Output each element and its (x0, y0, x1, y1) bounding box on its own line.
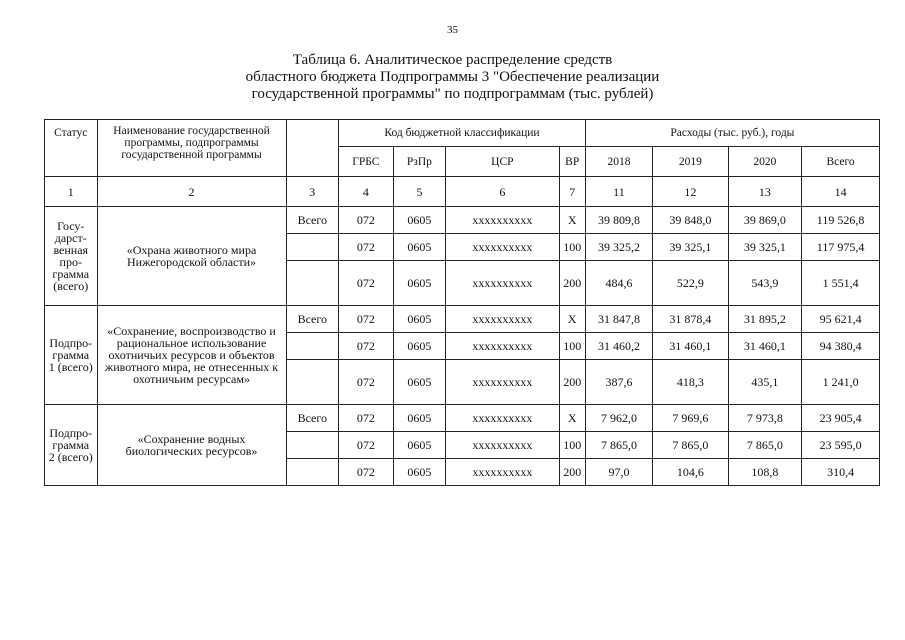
table-row (45, 306, 880, 333)
amount-2019-cell: 39 848,0 (653, 207, 729, 234)
amount-2018-cell: 39 809,8 (585, 207, 652, 234)
type-cell (286, 360, 339, 405)
rzpr-cell: 0605 (393, 432, 446, 459)
rzpr-cell: 0605 (393, 207, 446, 234)
amount-total-cell: 117 975,4 (802, 234, 880, 261)
table-caption (0, 52, 905, 103)
rzpr-cell: 0605 (393, 261, 446, 306)
header-rzpr: РзПр (393, 147, 446, 177)
amount-2020-cell: 39 869,0 (728, 207, 802, 234)
grbs-cell: 072 (339, 234, 394, 261)
index-cell: 4 (339, 177, 394, 207)
rzpr-cell: 0605 (393, 333, 446, 360)
index-cell: 13 (728, 177, 802, 207)
header-status: Статус (45, 120, 98, 177)
table-row (45, 207, 880, 234)
type-cell (286, 333, 339, 360)
amount-2020-cell: 543,9 (728, 261, 802, 306)
amount-total-cell: 95 621,4 (802, 306, 880, 333)
grbs-cell: 072 (339, 333, 394, 360)
header-type-blank (286, 120, 339, 177)
amount-total-cell: 310,4 (802, 459, 880, 486)
amount-total-cell: 119 526,8 (802, 207, 880, 234)
index-cell: 12 (653, 177, 729, 207)
grbs-cell: 072 (339, 207, 394, 234)
amount-total-cell: 23 595,0 (802, 432, 880, 459)
index-cell: 2 (97, 177, 286, 207)
amount-total-cell: 1 551,4 (802, 261, 880, 306)
amount-2018-cell: 7 962,0 (585, 405, 652, 432)
vr-cell: 200 (559, 360, 585, 405)
grbs-cell: 072 (339, 360, 394, 405)
amount-2019-cell: 39 325,1 (653, 234, 729, 261)
vr-cell: 100 (559, 234, 585, 261)
rzpr-cell: 0605 (393, 306, 446, 333)
csr-cell: xxxxxxxxxx (446, 459, 559, 486)
amount-2019-cell: 418,3 (653, 360, 729, 405)
index-cell: 5 (393, 177, 446, 207)
amount-2020-cell: 435,1 (728, 360, 802, 405)
header-vr: ВР (559, 147, 585, 177)
table-row (45, 405, 880, 432)
status-cell: Госу-дарст-венная про-грамма (всего) (45, 207, 98, 306)
status-cell: Подпро-грамма 2 (всего) (45, 405, 98, 486)
header-2019: 2019 (653, 147, 729, 177)
program-name-cell: «Охрана животного мира Нижегородской области» (97, 207, 286, 306)
type-cell (286, 459, 339, 486)
csr-cell: xxxxxxxxxx (446, 360, 559, 405)
amount-total-cell: 23 905,4 (802, 405, 880, 432)
type-cell: Всего (286, 405, 339, 432)
grbs-cell: 072 (339, 459, 394, 486)
amount-total-cell: 94 380,4 (802, 333, 880, 360)
type-cell: Всего (286, 306, 339, 333)
amount-2020-cell: 7 865,0 (728, 432, 802, 459)
vr-cell: 100 (559, 333, 585, 360)
header-2018: 2018 (585, 147, 652, 177)
type-cell: Всего (286, 207, 339, 234)
header-name: Наименование государственной программы, подпрограммы государственной программы (97, 120, 286, 177)
csr-cell: xxxxxxxxxx (446, 333, 559, 360)
type-cell (286, 261, 339, 306)
amount-2019-cell: 522,9 (653, 261, 729, 306)
amount-2020-cell: 31 460,1 (728, 333, 802, 360)
rzpr-cell: 0605 (393, 360, 446, 405)
amount-2018-cell: 39 325,2 (585, 234, 652, 261)
grbs-cell: 072 (339, 405, 394, 432)
program-name-cell: «Сохранение, воспроизводство и рациональное использование охотничьих ресурсов и объектов животного мира, не отнесенных к охотничьим ресурсам» (97, 306, 286, 405)
vr-cell: 200 (559, 261, 585, 306)
header-total: Всего (802, 147, 880, 177)
grbs-cell: 072 (339, 261, 394, 306)
index-row (45, 177, 880, 207)
csr-cell: xxxxxxxxxx (446, 405, 559, 432)
amount-2018-cell: 31 460,2 (585, 333, 652, 360)
index-cell: 1 (45, 177, 98, 207)
rzpr-cell: 0605 (393, 234, 446, 261)
vr-cell: 100 (559, 432, 585, 459)
amount-2018-cell: 387,6 (585, 360, 652, 405)
amount-2020-cell: 7 973,8 (728, 405, 802, 432)
csr-cell: xxxxxxxxxx (446, 207, 559, 234)
program-name-cell: «Сохранение водных биологических ресурсов» (97, 405, 286, 486)
amount-2018-cell: 7 865,0 (585, 432, 652, 459)
csr-cell: xxxxxxxxxx (446, 261, 559, 306)
vr-cell: X (559, 405, 585, 432)
amount-2019-cell: 31 460,1 (653, 333, 729, 360)
header-grbs: ГРБС (339, 147, 394, 177)
amount-2020-cell: 108,8 (728, 459, 802, 486)
type-cell (286, 234, 339, 261)
index-cell: 7 (559, 177, 585, 207)
amount-2019-cell: 31 878,4 (653, 306, 729, 333)
rzpr-cell: 0605 (393, 459, 446, 486)
amount-2020-cell: 31 895,2 (728, 306, 802, 333)
index-cell: 14 (802, 177, 880, 207)
header-code-group: Код бюджетной классификации (339, 120, 586, 147)
csr-cell: xxxxxxxxxx (446, 234, 559, 261)
vr-cell: X (559, 306, 585, 333)
csr-cell: xxxxxxxxxx (446, 432, 559, 459)
amount-2019-cell: 7 969,6 (653, 405, 729, 432)
index-cell: 11 (585, 177, 652, 207)
caption-line-2: областного бюджета Подпрограммы 3 "Обеспечение реализации (245, 69, 660, 85)
type-cell (286, 432, 339, 459)
amount-2019-cell: 104,6 (653, 459, 729, 486)
amount-2018-cell: 97,0 (585, 459, 652, 486)
budget-table (44, 119, 880, 486)
amount-2020-cell: 39 325,1 (728, 234, 802, 261)
index-cell: 3 (286, 177, 339, 207)
index-cell: 6 (446, 177, 559, 207)
vr-cell: 200 (559, 459, 585, 486)
caption-line-3: государственной программы" по подпрограммам (тыс. рублей) (251, 86, 654, 102)
csr-cell: xxxxxxxxxx (446, 306, 559, 333)
page-number: 35 (447, 24, 458, 36)
grbs-cell: 072 (339, 306, 394, 333)
grbs-cell: 072 (339, 432, 394, 459)
caption-line-1: Таблица 6. Аналитическое распределение средств (292, 52, 613, 68)
status-cell: Подпро-грамма 1 (всего) (45, 306, 98, 405)
amount-total-cell: 1 241,0 (802, 360, 880, 405)
amount-2018-cell: 484,6 (585, 261, 652, 306)
rzpr-cell: 0605 (393, 405, 446, 432)
amount-2019-cell: 7 865,0 (653, 432, 729, 459)
amount-2018-cell: 31 847,8 (585, 306, 652, 333)
vr-cell: X (559, 207, 585, 234)
header-csr: ЦСР (446, 147, 559, 177)
header-row-1 (45, 120, 880, 147)
header-expense-group: Расходы (тыс. руб.), годы (585, 120, 879, 147)
header-2020: 2020 (728, 147, 802, 177)
